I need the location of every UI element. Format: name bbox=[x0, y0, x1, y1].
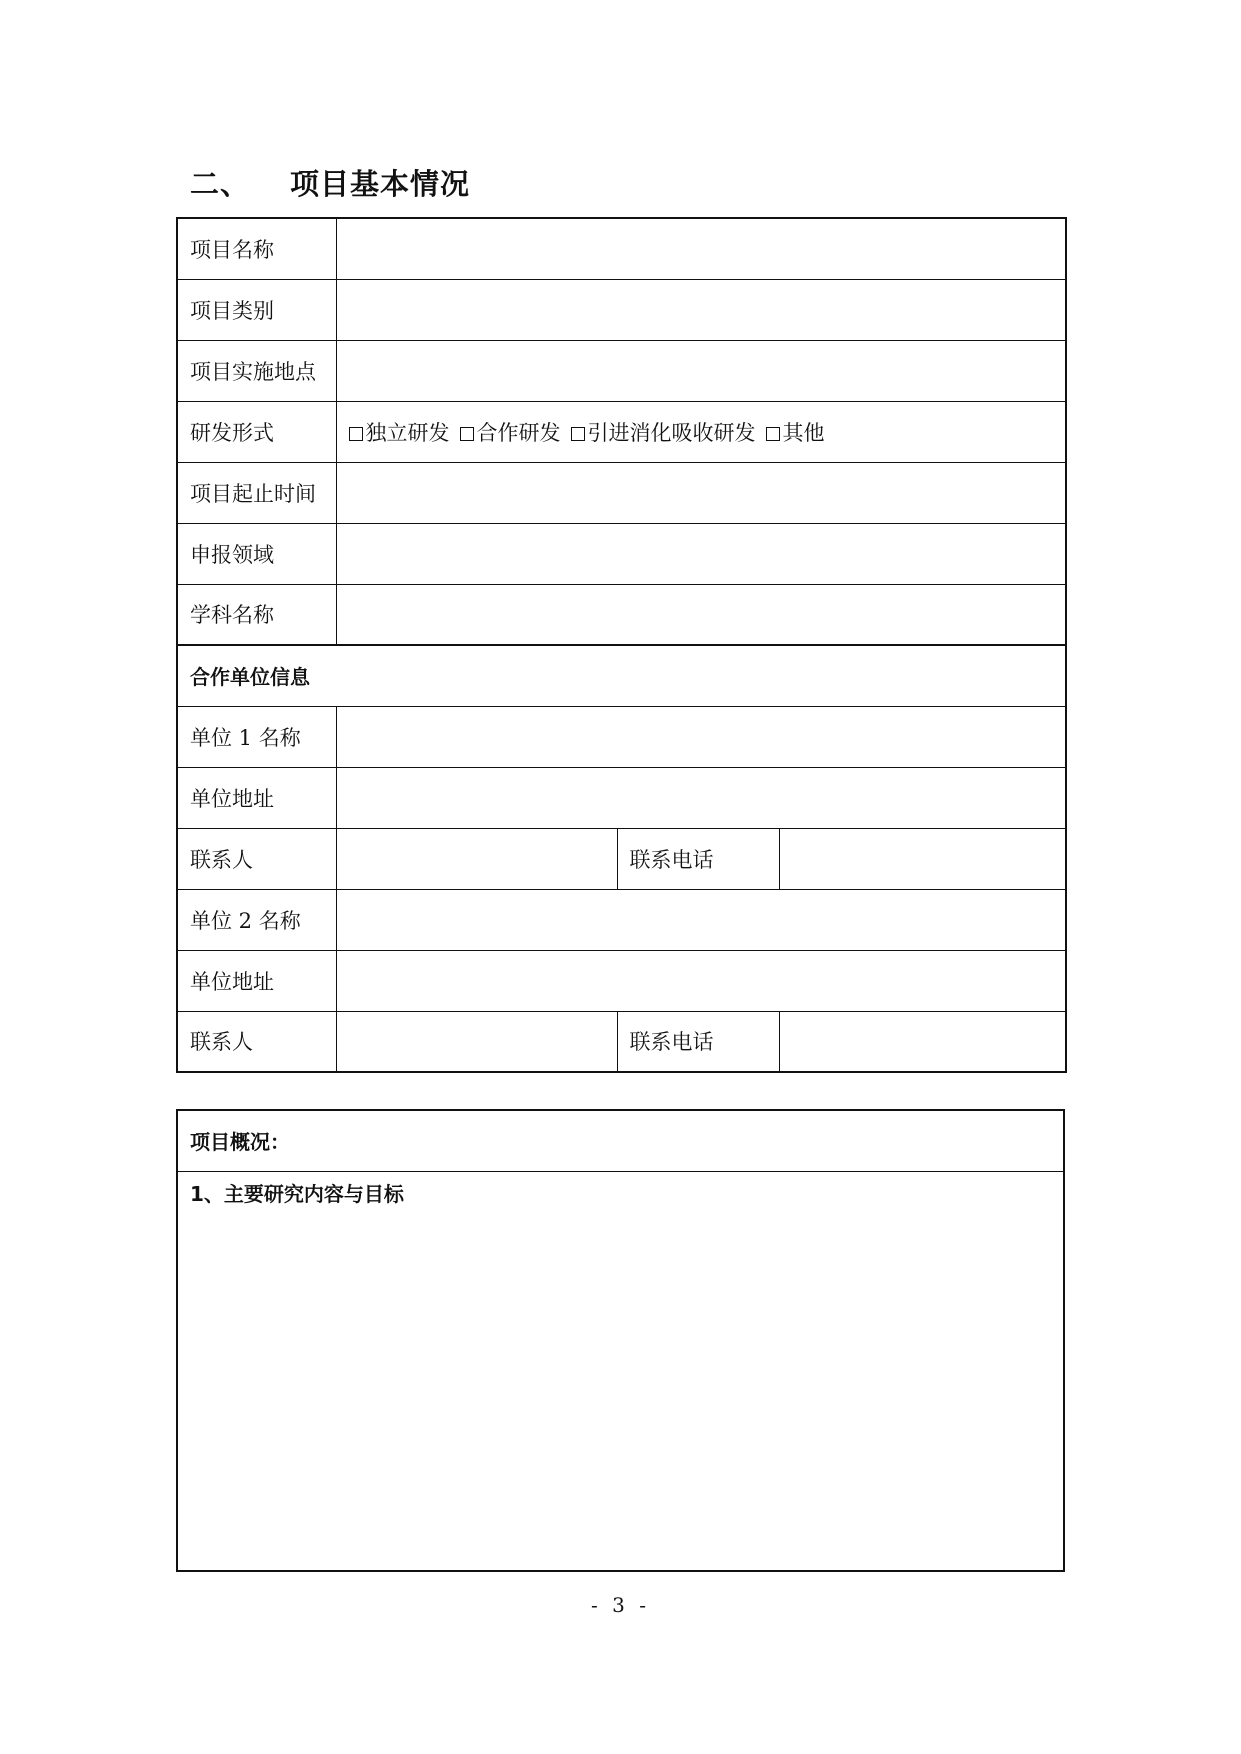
unit1-name-label: 单位 1 名称 bbox=[177, 706, 336, 767]
partner-info-heading: 合作单位信息 bbox=[177, 645, 1066, 706]
project-category-label: 项目类别 bbox=[177, 279, 336, 340]
table-row bbox=[177, 340, 1066, 401]
table-row bbox=[177, 401, 1066, 462]
table-row bbox=[177, 1171, 1064, 1571]
rd-option-independent[interactable] bbox=[349, 417, 450, 447]
unit2-contact-field[interactable] bbox=[336, 1011, 617, 1072]
rd-option-label: 独立研发 bbox=[365, 420, 450, 445]
domain-label: 申报领域 bbox=[177, 523, 336, 584]
overview-table bbox=[176, 1109, 1065, 1572]
rd-option-label: 其他 bbox=[782, 420, 825, 445]
rd-option-cooperative[interactable] bbox=[460, 417, 561, 447]
unit1-contact-label: 联系人 bbox=[177, 828, 336, 889]
project-period-label: 项目起止时间 bbox=[177, 462, 336, 523]
overview-heading: 项目概况： bbox=[177, 1110, 1064, 1171]
unit2-name-label: 单位 2 名称 bbox=[177, 889, 336, 950]
table-row bbox=[177, 706, 1066, 767]
unit2-address-field[interactable] bbox=[336, 950, 1066, 1011]
project-name-field[interactable] bbox=[336, 218, 1066, 279]
project-name-label: 项目名称 bbox=[177, 218, 336, 279]
unit2-address-label: 单位地址 bbox=[177, 950, 336, 1011]
section-number: 二、 bbox=[190, 167, 251, 201]
page-number: - 3 - bbox=[591, 1593, 650, 1617]
unit1-phone-label: 联系电话 bbox=[617, 828, 779, 889]
project-period-field[interactable] bbox=[336, 462, 1066, 523]
domain-field[interactable] bbox=[336, 523, 1066, 584]
rd-option-import-absorb[interactable] bbox=[571, 417, 756, 447]
checkbox-icon[interactable] bbox=[460, 427, 474, 441]
unit1-phone-field[interactable] bbox=[779, 828, 1066, 889]
rd-form-options bbox=[336, 401, 1066, 462]
rd-option-label: 合作研发 bbox=[476, 420, 561, 445]
table-row bbox=[177, 218, 1066, 279]
overview-content-area[interactable] bbox=[177, 1171, 1064, 1571]
unit1-address-field[interactable] bbox=[336, 767, 1066, 828]
table-row bbox=[177, 462, 1066, 523]
unit1-contact-field[interactable] bbox=[336, 828, 617, 889]
unit2-phone-label: 联系电话 bbox=[617, 1011, 779, 1072]
table-row bbox=[177, 950, 1066, 1011]
checkbox-icon[interactable] bbox=[349, 427, 363, 441]
unit2-contact-label: 联系人 bbox=[177, 1011, 336, 1072]
rd-option-other[interactable] bbox=[766, 417, 825, 447]
discipline-field[interactable] bbox=[336, 584, 1066, 645]
basic-info-table bbox=[176, 217, 1067, 1073]
table-row bbox=[177, 1011, 1066, 1072]
checkbox-icon[interactable] bbox=[571, 427, 585, 441]
unit1-name-field[interactable] bbox=[336, 706, 1066, 767]
table-row bbox=[177, 828, 1066, 889]
overview-item1-title: 1、主要研究内容与目标 bbox=[190, 1181, 404, 1206]
unit2-phone-field[interactable] bbox=[779, 1011, 1066, 1072]
project-category-field[interactable] bbox=[336, 279, 1066, 340]
table-row bbox=[177, 279, 1066, 340]
unit2-name-field[interactable] bbox=[336, 889, 1066, 950]
section-title: 项目基本情况 bbox=[290, 167, 471, 201]
table-row bbox=[177, 645, 1066, 706]
project-location-field[interactable] bbox=[336, 340, 1066, 401]
table-row bbox=[177, 889, 1066, 950]
table-row bbox=[177, 584, 1066, 645]
section-heading bbox=[190, 162, 470, 203]
table-row bbox=[177, 767, 1066, 828]
table-row bbox=[177, 1110, 1064, 1171]
checkbox-icon[interactable] bbox=[766, 427, 780, 441]
rd-form-label: 研发形式 bbox=[177, 401, 336, 462]
project-location-label: 项目实施地点 bbox=[177, 340, 336, 401]
discipline-label: 学科名称 bbox=[177, 584, 336, 645]
unit1-address-label: 单位地址 bbox=[177, 767, 336, 828]
table-row bbox=[177, 523, 1066, 584]
rd-option-label: 引进消化吸收研发 bbox=[587, 420, 756, 445]
